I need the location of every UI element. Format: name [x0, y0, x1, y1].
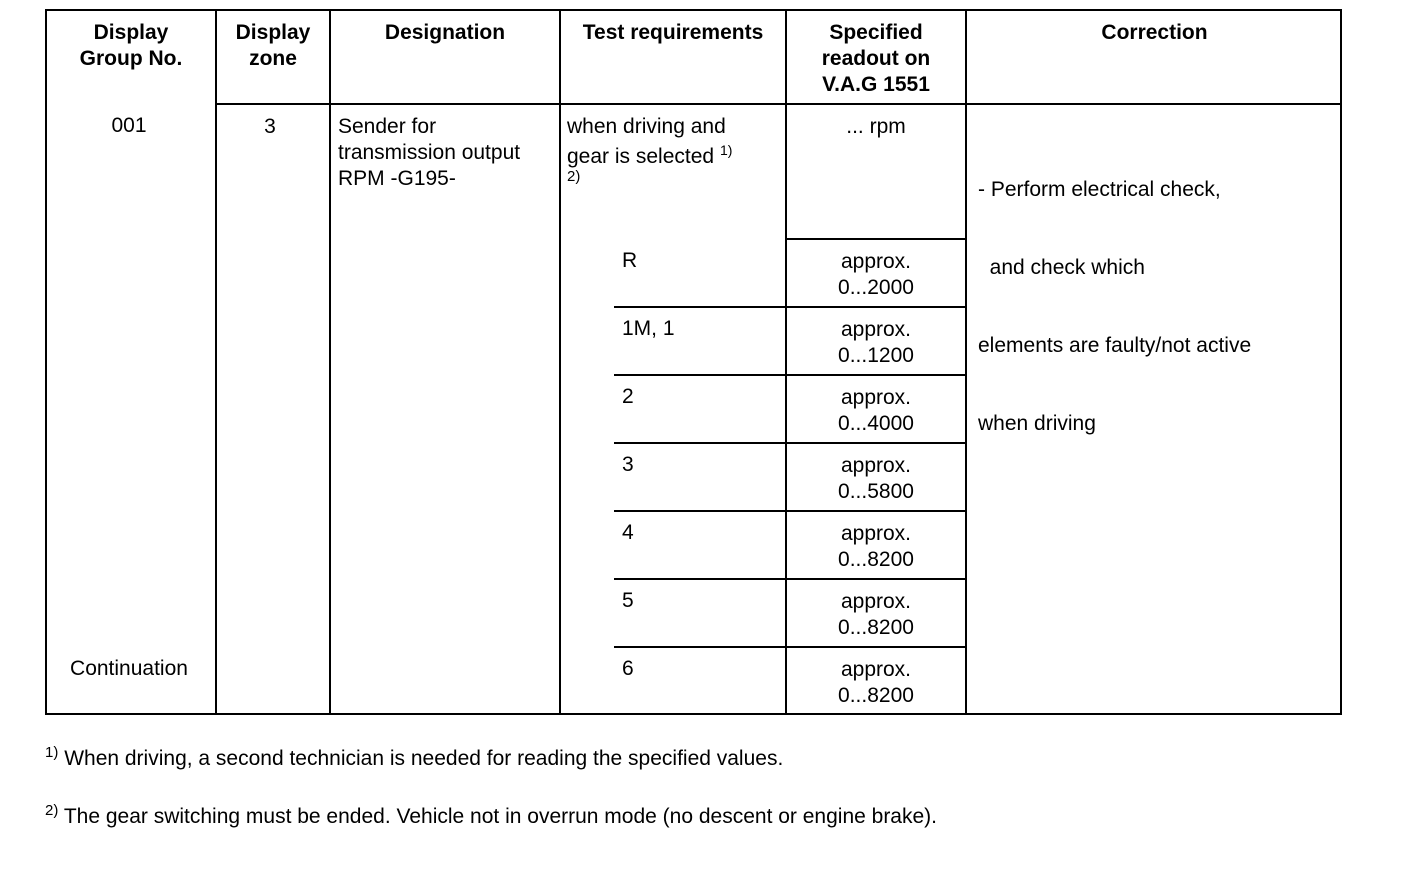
- row-divider: [614, 510, 967, 512]
- footnote-ref-1: 1): [719, 142, 733, 158]
- header-designation: Designation: [384, 21, 506, 44]
- correction-text: - Perform electrical check, and check which elements are faulty/not active when driving: [978, 178, 1252, 435]
- header-divider: [215, 103, 1340, 105]
- footnote-2: $^{2)}$ The gear switching must be ended. Vehicle not in overrun mode (no descent or engine brake).: [45, 802, 937, 828]
- gear-readout: approx. 0...8200: [838, 522, 914, 571]
- row-divider: [614, 646, 967, 648]
- gear-label: 6: [622, 657, 634, 680]
- header-test-requirements: Test requirements: [582, 21, 764, 44]
- continuation-label: Continuation: [70, 657, 188, 680]
- footnote-1: $^{1)}$ When driving, a second technician is needed for reading the specified values.: [45, 744, 784, 770]
- header-group-no: Display Group No.: [79, 21, 183, 70]
- footnote-ref-2: 2): [567, 168, 581, 185]
- gear-label: 5: [622, 589, 634, 612]
- gear-readout: approx. 0...5800: [838, 454, 914, 503]
- row-divider: [614, 374, 967, 376]
- diagnostic-table: [45, 9, 1342, 715]
- display-zone: 3: [264, 115, 276, 138]
- gear-label: 4: [622, 521, 634, 544]
- gear-label: 1M, 1: [622, 317, 675, 340]
- row-divider: [785, 238, 967, 240]
- col-divider: [329, 11, 331, 713]
- group-number: 001: [111, 114, 147, 137]
- gear-readout: approx. 0...1200: [838, 318, 914, 367]
- test-requirement-text: when driving and gear is selected $^{1)}$ 2): [567, 115, 733, 185]
- row-divider: [614, 442, 967, 444]
- header-specified-readout: Specified readout on V.A.G 1551: [821, 21, 931, 96]
- gear-readout: approx. 0...8200: [838, 658, 914, 707]
- designation-text: Sender for transmission output RPM -G195-: [338, 115, 521, 190]
- gear-readout: approx. 0...4000: [838, 386, 914, 435]
- header-zone: Display zone: [235, 21, 311, 70]
- col-divider: [559, 11, 561, 713]
- readout-rpm: ... rpm: [846, 115, 906, 138]
- row-divider: [614, 578, 967, 580]
- row-divider: [614, 306, 967, 308]
- gear-label: R: [622, 249, 638, 272]
- header-correction: Correction: [1101, 21, 1208, 44]
- gear-label: 2: [622, 385, 634, 408]
- gear-readout: approx. 0...2000: [838, 250, 914, 299]
- col-divider: [965, 11, 967, 713]
- gear-label: 3: [622, 453, 634, 476]
- gear-readout: approx. 0...8200: [838, 590, 914, 639]
